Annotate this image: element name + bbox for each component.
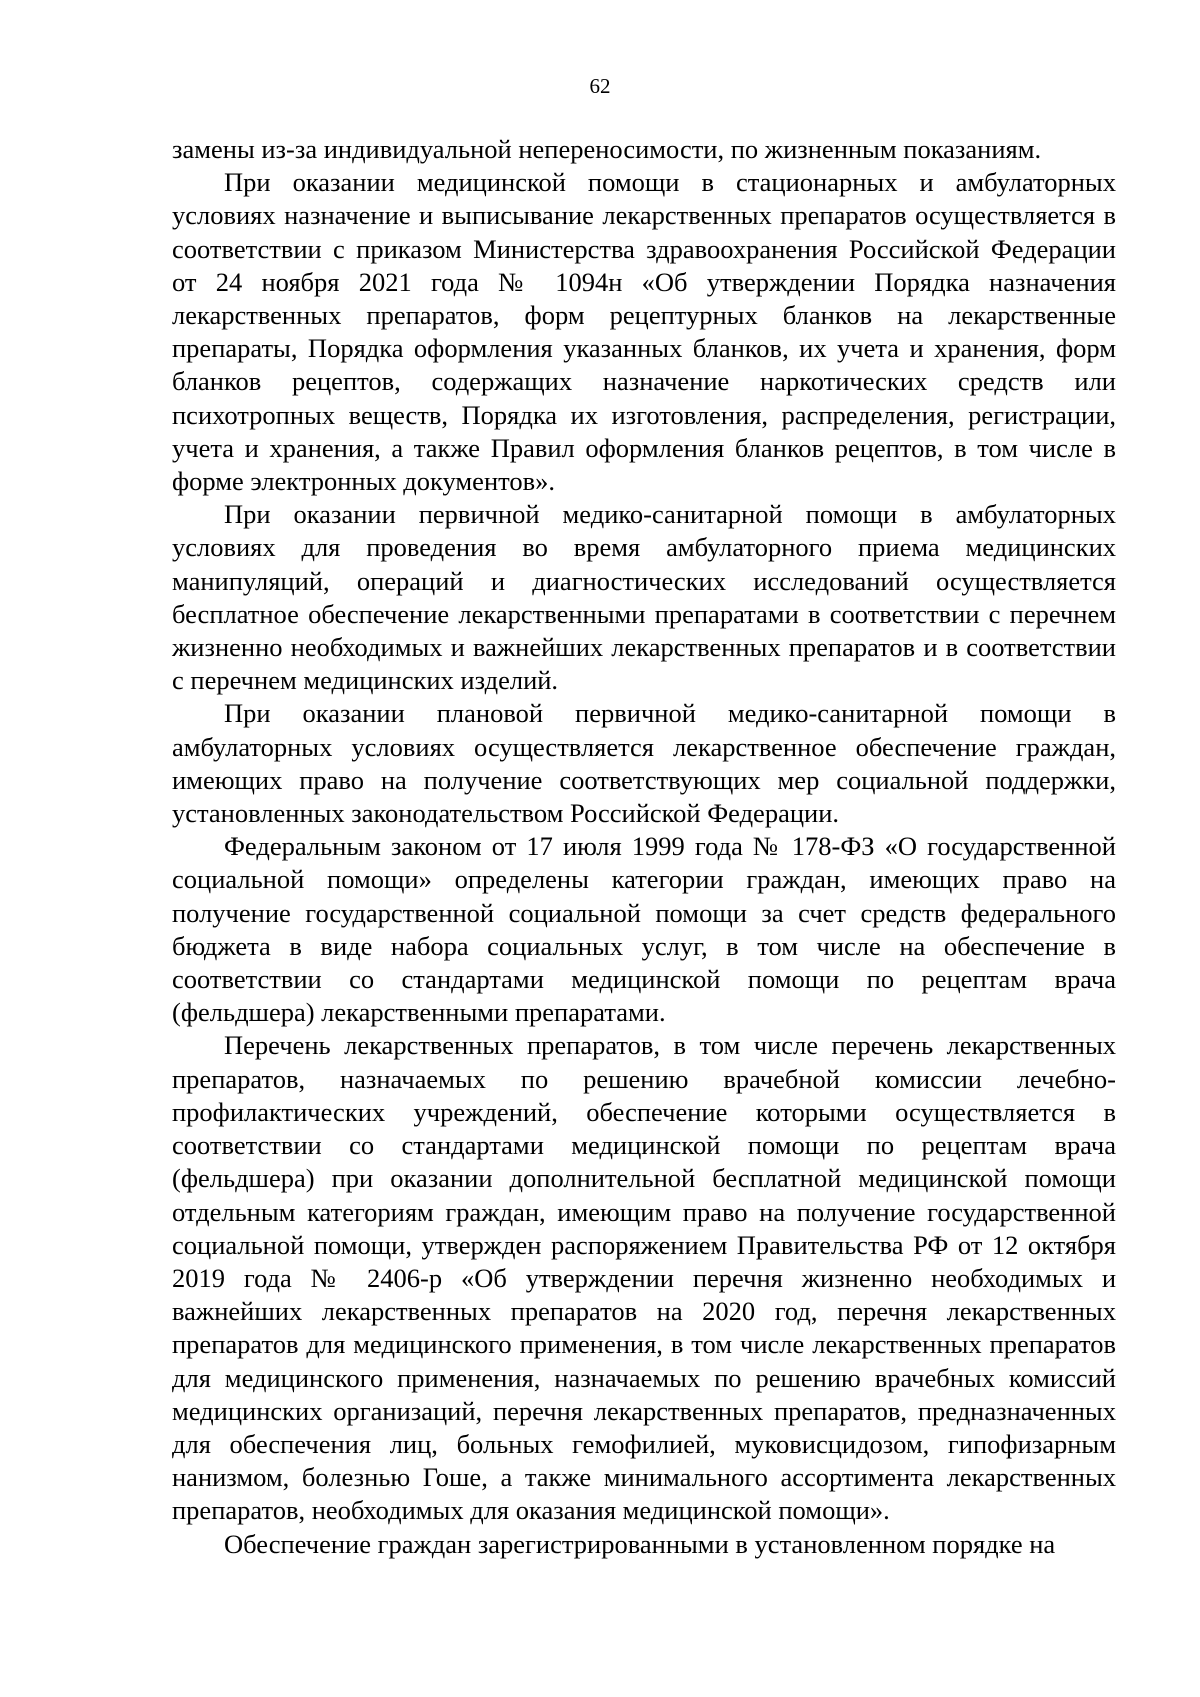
document-body xyxy=(172,133,1116,1561)
paragraph-planned-care-drug-provision: При оказании плановой первичной медико-санитарной помощи в амбулаторных условиях осуществляется лекарственное обеспечение граждан, имеющих право на получение соответствующих мер социальной поддержки, установленных законодательством Российской Федерации. xyxy=(172,698,1116,829)
page-number: 62 xyxy=(589,74,611,98)
paragraph-registered-drugs-provision: Обеспечение граждан зарегистрированными в установленном порядке на xyxy=(224,1528,1056,1559)
paragraph-drug-list-order-2406: Перечень лекарственных препаратов, в том числе перечень лекарственных препаратов, назначаемых по решению врачебной комиссии лечебно-профилактических учреждений, обеспечение которыми осуществляется в соответствии со стандартами медицинской помощи по рецептам врача (фельдшера) при оказании дополнительной бесплатной медицинской помощи отдельным категориям граждан, имеющим право на получение государственной социальной помощи, утвержден распоряжением Правительства РФ от 12 октября 2019 года № 2406-р «Об утверждении перечня жизненно необходимых и важнейших лекарственных препаратов на 2020 год, перечня лекарственных препаратов для медицинского применения, в том числе лекарственных препаратов для медицинского применения, назначаемых по решению врачебных комиссий медицинских организаций, перечня лекарственных препаратов, предназначенных для обеспечения лиц, больных гемофилией, муковисцидозом, гипофизарным нанизмом, болезнью Гоше, а также минимального ассортимента лекарственных препаратов, необходимых для оказания медицинской помощи». xyxy=(172,1030,1116,1526)
paragraph-continuation: замены из-за индивидуальной непереносимости, по жизненным показаниям. xyxy=(172,134,1042,164)
paragraph-primary-care-free-drugs: При оказании первичной медико-санитарной помощи в амбулаторных условиях для проведения во время амбулаторного приема медицинских манипуляций, операций и диагностических исследований осуществляется бесплатное обеспечение лекарственными препаратами в соответствии с перечнем жизненно необходимых и важнейших лекарственных препаратов и в соответствии с перечнем медицинских изделий. xyxy=(172,499,1116,696)
paragraph-prescription-order: При оказании медицинской помощи в стационарных и амбулаторных условиях назначение и выписывание лекарственных препаратов осуществляется в соответствии с приказом Министерства здравоохранения Российской Федерации от 24 ноября 2021 года № 1094н «Об утверждении Порядка назначения лекарственных препаратов, форм рецептурных бланков на лекарственные препараты, Порядка оформления указанных бланков, их учета и хранения, форм бланков рецептов, содержащих назначение наркотических средств или психотропных веществ, Порядка их изготовления, распределения, регистрации, учета и хранения, а также Правил оформления бланков рецептов, в том числе в форме электронных документов». xyxy=(172,167,1116,497)
paragraph-federal-law-178: Федеральным законом от 17 июля 1999 года № 178-ФЗ «О государственной социальной помощи» определены категории граждан, имеющих право на получение государственной социальной помощи за счет средств федерального бюджета в виде набора социальных услуг, в том числе на обеспечение в соответствии со стандартами медицинской помощи по рецептам врача (фельдшера) лекарственными препаратами. xyxy=(172,831,1116,1028)
